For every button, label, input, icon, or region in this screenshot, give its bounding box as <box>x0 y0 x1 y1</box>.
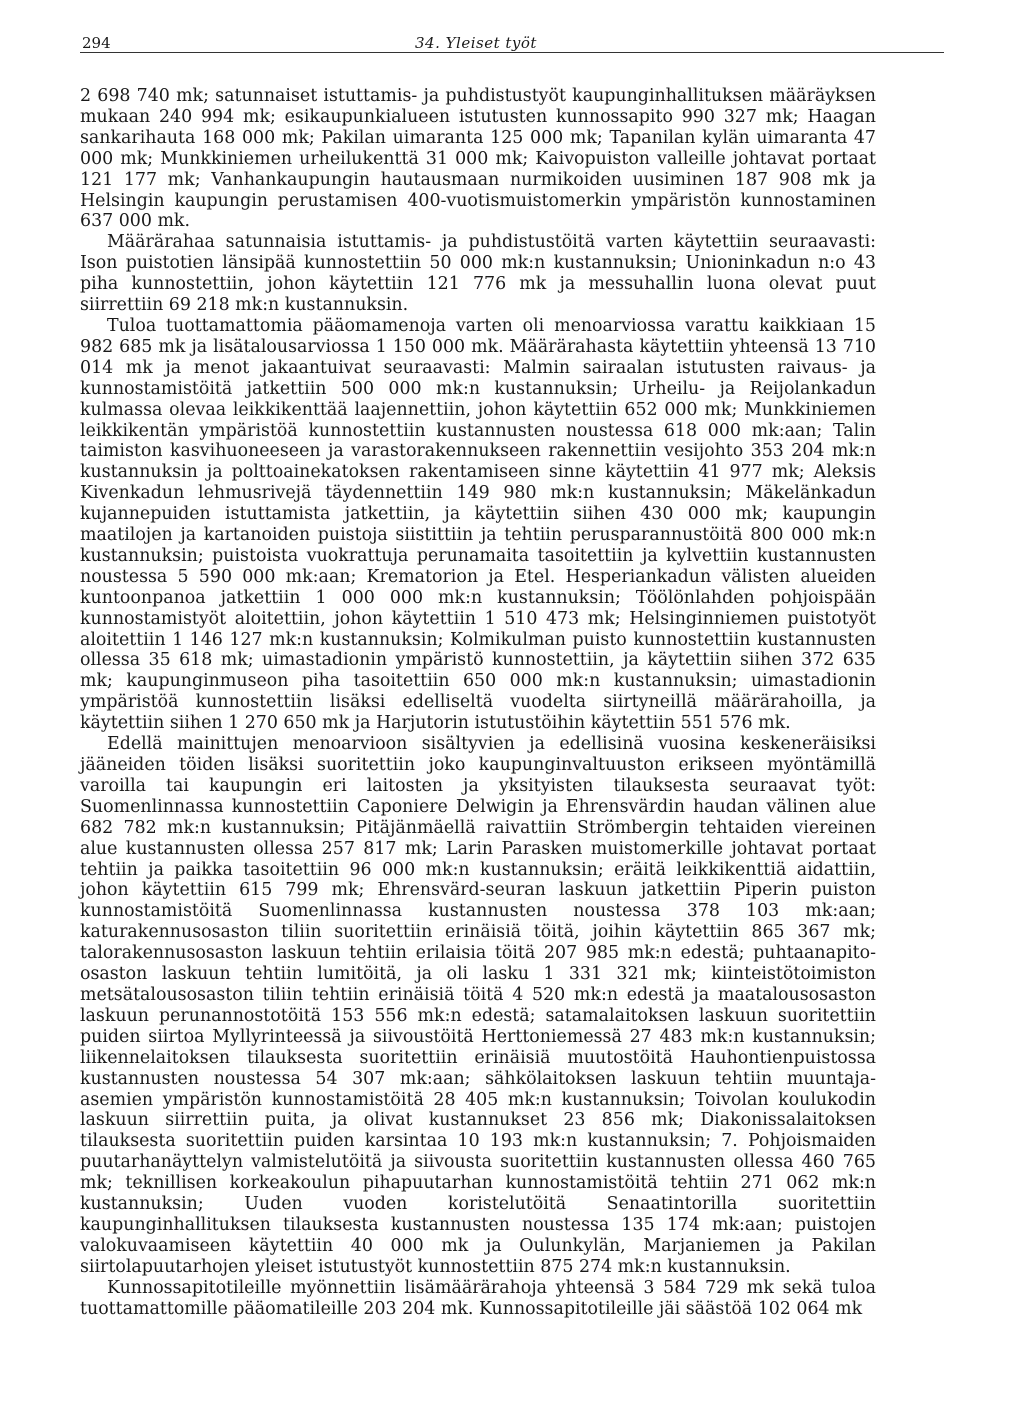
paragraph: Tuloa tuottamattomia pääomamenoja varten oli menoarviossa varattu kaikkiaan 15 982 685 mk ja lisätalousarviossa 1 150 000 mk. Määrärahasta käytettiin yhteensä 13 710 014 mk ja menot jakaantuivat seuraavasti: Malmin sairaalan istutusten raivaus- ja kunnostamistöitä jatkettiin 500 000 mk:n kustannuksin; Urheilu- ja Reijolankadun kulmassa olevaa leikkikenttää laajennettiin, johon käytettiin 652 000 mk; Munkkiniemen leikkikentän ympäristöä kunnostettiin kustannusten noustessa 618 000 mk:aan; Talin taimiston kasvihuoneeseen ja varastorakennukseen rakennettiin vesijohto 353 204 mk:n kustannuksin ja polttoainekatoksen rakentamiseen sinne käytettiin 41 977 mk; Aleksis Kivenkadun lehmusrivejä täydennettiin 149 980 mk:n kustannuksin; Mäkelänkadun kujannepuiden istuttamista jatkettiin, ja käytettiin siihen 430 000 mk; kaupungin maatilojen ja kartanoiden puistoja siistittiin ja tehtiin perusparannustöitä 800 000 mk:n kustannuksin; puistoista vuokrattuja perunamaita tasoitettiin ja kylvettiin kustannusten noustessa 5 590 000 mk:aan; Krematorion ja Etel. Hesperiankadun välisten alueiden kuntoonpanoa jatkettiin 1 000 000 mk:n kustannuksin; Töölönlahden pohjoispään kunnostamistyöt aloitettiin, johon käytettiin 1 510 473 mk; Helsinginniemen puistotyöt aloitettiin 1 146 127 mk:n kustannuksin; Kolmikulman puisto kunnostettiin kustannusten ollessa 35 618 mk; uimastadionin ympäristö kunnostettiin, ja käytettiin siihen 372 635 mk; kaupunginmuseon piha tasoitettiin 650 000 mk:n kustannuksin; uimastadionin ympäristöä kunnostettiin lisäksi edelliseltä vuodelta siirtyneillä määrärahoilla, ja käytettiin siihen 1 270 650 mk ja Harjutorin istutustöihin käytettiin 551 576 mk. <box>80 315 876 734</box>
paragraph: 2 698 740 mk; satunnaiset istuttamis- ja puhdistustyöt kaupunginhallituksen määräyksen mukaan 240 994 mk; esikaupunkialueen istutusten kunnossapito 990 327 mk; Haagan sankarihauta 168 000 mk; Pakilan uimaranta 125 000 mk; Tapanilan kylän uimaranta 47 000 mk; Munkkiniemen urheilukenttä 31 000 mk; Kaivopuiston valleille johtavat portaat 121 177 mk; Vanhankaupungin hautausmaan nurmikoiden uusiminen 187 908 mk ja Helsingin kaupungin perustamisen 400-vuotismuistomerkin ympäristön kunnostaminen 637 000 mk. <box>80 86 876 232</box>
page-number: 294 <box>82 34 111 52</box>
paragraph: Kunnossapitotileille myönnettiin lisämäärärahoja yhteensä 3 584 729 mk sekä tuloa tuottamattomille pääomatileille 203 204 mk. Kunnossapitotileille jäi säästöä 102 064 mk <box>80 1277 876 1319</box>
paragraph: Määrärahaa satunnaisia istuttamis- ja puhdistustöitä varten käytettiin seuraavasti: Ison puistotien länsipää kunnostettiin 50 000 mk:n kustannuksin; Unioninkadun n:o 43 piha kunnostettiin, johon käytettiin 121 776 mk ja messuhallin luona olevat puut siirrettiin 69 218 mk:n kustannuksin. <box>80 232 876 316</box>
paragraph: Edellä mainittujen menoarvioon sisältyvien ja edellisinä vuosina keskeneräisiksi jääneiden töiden lisäksi suoritettiin joko kaupunginvaltuuston erikseen myöntämillä varoilla tai kaupungin eri laitosten ja yksityisten tilauksesta seuraavat työt: Suomenlinnassa kunnostettiin Caponiere Delwigin ja Ehrensvärdin haudan välinen alue 682 782 mk:n kustannuksin; Pitäjänmäellä raivattiin Strömbergin tehtaiden viereinen alue kustannusten ollessa 257 817 mk; Larin Parasken muistomerkille johtavat portaat tehtiin ja paikka tasoitettiin 96 000 mk:n kustannuksin; eräitä leikkikenttiä aidattiin, johon käytettiin 615 799 mk; Ehrensvärd-seuran laskuun jatkettiin Piperin puiston kunnostamistöitä Suomenlinnassa kustannusten noustessa 378 103 mk:aan; katurakennusosaston tiliin suoritettiin erinäisiä töitä, joihin käytettiin 865 367 mk; talorakennusosaston laskuun tehtiin erilaisia töitä 207 985 mk:n edestä; puhtaanapito-osaston laskuun tehtiin lumitöitä, ja oli lasku 1 331 321 mk; kiinteistötoimiston metsätalousosaston tiliin tehtiin erinäisiä töitä 4 520 mk:n edestä ja maatalousosaston laskuun perunannostotöitä 153 556 mk:n edestä; satamalaitoksen laskuun suoritettiin puiden siirtoa Myllyrinteessä ja siivoustöitä Herttoniemessä 27 483 mk:n kustannuksin; liikennelaitoksen tilauksesta suoritettiin erinäisiä muutostöitä Hauhontienpuistossa kustannusten noustessa 54 307 mk:aan; sähkölaitoksen laskuun tehtiin muuntaja-asemien ympäristön kunnostamistöitä 28 405 mk:n kustannuksin; Toivolan koulukodin laskuun siirrettiin puita, ja olivat kustannukset 23 856 mk; Diakonissalaitoksen tilauksesta suoritettiin puiden karsintaa 10 193 mk:n kustannuksin; 7. Pohjoismaiden puutarhanäyttelyn valmistelutöitä ja siivousta suoritettiin kustannusten ollessa 460 765 mk; teknillisen korkeakoulun pihapuutarhan kunnostamistöitä tehtiin 271 062 mk:n kustannuksin; Uuden vuoden koristelutöitä Senaatintorilla suoritettiin kaupunginhallituksen tilauksesta kustannusten noustessa 135 174 mk:aan; puistojen valokuvaamiseen käytettiin 40 000 mk ja Oulunkylän, Marjaniemen ja Pakilan siirtolapuutarhojen yleiset istutustyöt kunnostettiin 875 274 mk:n kustannuksin. <box>80 734 876 1277</box>
page-header <box>80 26 944 53</box>
running-head: 34. Yleiset työt <box>415 34 537 52</box>
body-text <box>80 86 876 1319</box>
